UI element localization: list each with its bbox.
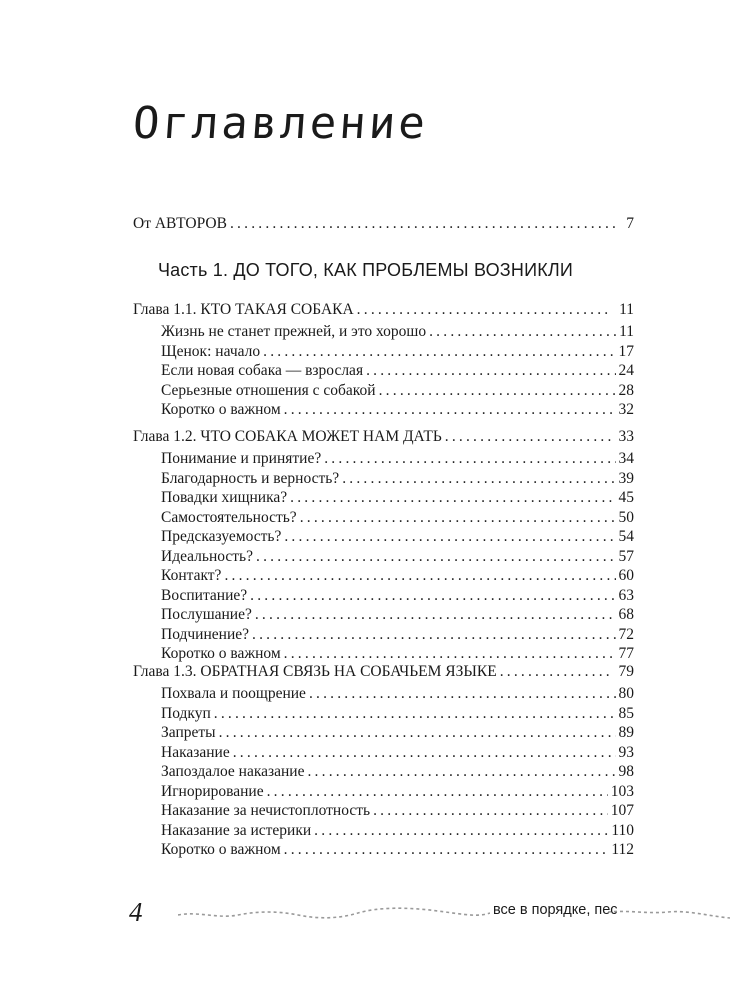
footer-wavy-dashed-line (178, 905, 490, 921)
toc-section[interactable] (161, 566, 634, 586)
toc-entry-label: Коротко о важном (161, 644, 281, 662)
toc-entry-label: Контакт? (161, 567, 222, 585)
toc-entry-label: Серьезные отношения с собакой (161, 381, 376, 399)
dot-leader (284, 644, 616, 664)
toc-section[interactable] (161, 684, 634, 704)
toc-entry-label: Самостоятельность? (161, 508, 297, 526)
dot-leader (342, 469, 615, 489)
toc-section[interactable] (161, 488, 634, 508)
dot-leader (252, 625, 616, 645)
dot-leader (219, 723, 616, 743)
toc-section[interactable] (161, 704, 634, 724)
toc-section[interactable] (161, 762, 634, 782)
toc-section[interactable] (161, 801, 634, 821)
dot-leader (284, 400, 616, 420)
toc-chapter-1[interactable] (133, 300, 634, 320)
toc-entry-label: Игнорирование (161, 782, 264, 800)
dot-leader (300, 508, 616, 528)
dot-leader (233, 743, 616, 763)
toc-entry-page: 72 (618, 625, 634, 643)
dot-leader (445, 427, 612, 447)
toc-entry-page: 77 (618, 644, 634, 662)
part-heading: Часть 1. ДО ТОГО, КАК ПРОБЛЕМЫ ВОЗНИКЛИ (157, 260, 574, 280)
toc-entry-page: 11 (619, 323, 634, 341)
toc-section[interactable] (161, 527, 634, 547)
toc-entry-label: Глава 1.3. ОБРАТНАЯ СВЯЗЬ НА СОБАЧЬЕМ ЯЗЫКЕ (133, 663, 497, 680)
toc-entry-label: Идеальность? (161, 547, 254, 565)
toc-entry-page: 45 (618, 489, 634, 507)
toc-entry-page: 110 (611, 821, 634, 839)
dot-leader (267, 782, 608, 802)
dot-leader (250, 586, 615, 606)
dot-leader (230, 214, 619, 234)
dot-leader (224, 566, 615, 586)
toc-section[interactable] (161, 400, 634, 420)
toc-entry-page: 85 (618, 704, 634, 722)
toc-section[interactable] (161, 625, 634, 645)
footer-page-number: 4 (129, 897, 143, 927)
toc-entry-label: Повадки хищника? (161, 489, 288, 507)
toc-section[interactable] (161, 469, 634, 489)
toc-entry-label: Наказание (161, 743, 230, 761)
dot-leader (256, 547, 615, 567)
toc-entry-label: Благодарность и верность? (161, 469, 340, 487)
toc-section[interactable] (161, 586, 634, 606)
toc-entry-page: 54 (618, 528, 634, 546)
toc-entry-label: Запоздалое наказание (161, 763, 305, 781)
toc-section[interactable] (161, 508, 634, 528)
toc-entry-label: Подкуп (161, 704, 211, 722)
toc-entry-page: 98 (618, 763, 634, 781)
toc-entry-page: 11 (619, 301, 634, 318)
dot-leader (307, 762, 615, 782)
toc-entry-page: 34 (618, 450, 634, 468)
dot-leader (357, 300, 612, 320)
toc-entry-label: Наказание за нечистоплотность (161, 802, 371, 820)
toc-section[interactable] (161, 381, 634, 401)
toc-section[interactable] (161, 644, 634, 664)
toc-chapter-2[interactable] (133, 427, 634, 447)
toc-entry-page: 57 (618, 547, 634, 565)
toc-section[interactable] (161, 723, 634, 743)
dot-leader (500, 662, 612, 682)
footer-book-title: все в порядке, пес (493, 902, 618, 918)
toc-entry-label: Запреты (161, 724, 216, 742)
toc-section[interactable] (161, 547, 634, 567)
toc-entry-label: Послушание? (161, 606, 252, 624)
toc-entry-page: 80 (618, 685, 634, 703)
toc-entry-label: Наказание за истерики (161, 821, 312, 839)
toc-entry-label: Похвала и поощрение (161, 685, 306, 703)
toc-entry-label: Глава 1.1. КТО ТАКАЯ СОБАКА (133, 301, 354, 318)
toc-entry-label: Коротко о важном (161, 401, 281, 419)
toc-entry-intro[interactable] (133, 214, 634, 234)
toc-section[interactable] (161, 342, 634, 362)
toc-entry-page: 60 (618, 567, 634, 585)
dot-leader (366, 361, 615, 381)
dot-leader (373, 801, 608, 821)
toc-entry-page: 107 (610, 802, 634, 820)
footer-wavy-dashed-line-right (608, 904, 730, 920)
toc-entry-page: 24 (618, 362, 634, 380)
toc-entry-page: 63 (618, 586, 634, 604)
dot-leader (429, 322, 616, 342)
toc-entry-page: 89 (618, 724, 634, 742)
toc-entry-label: Подчинение? (161, 625, 249, 643)
dot-leader (255, 605, 616, 625)
toc-section[interactable] (161, 782, 634, 802)
dot-leader (309, 684, 616, 704)
dot-leader (314, 821, 608, 841)
toc-section[interactable] (161, 361, 634, 381)
toc-entry-label: Жизнь не станет прежней, и это хорошо (161, 323, 427, 341)
toc-section[interactable] (161, 605, 634, 625)
dot-leader (263, 342, 615, 362)
toc-section[interactable] (161, 840, 634, 860)
toc-entry-label: Предсказуемость? (161, 528, 282, 546)
toc-section[interactable] (161, 322, 634, 342)
dot-leader (284, 840, 609, 860)
toc-entry-label: От АВТОРОВ (133, 215, 227, 232)
toc-section[interactable] (161, 821, 634, 841)
toc-chapter-3[interactable] (133, 662, 634, 682)
toc-entry-label: Щенок: начало (161, 342, 261, 360)
page-title: Оглавление (131, 98, 430, 149)
toc-entry-page: 7 (626, 215, 634, 232)
toc-entry-page: 50 (618, 508, 634, 526)
dot-leader (214, 704, 616, 724)
toc-entry-page: 28 (618, 381, 634, 399)
toc-entry-page: 33 (618, 428, 634, 445)
toc-entry-label: Глава 1.2. ЧТО СОБАКА МОЖЕТ НАМ ДАТЬ (133, 428, 442, 445)
toc-entry-page: 32 (618, 401, 634, 419)
toc-entry-page: 79 (618, 663, 634, 680)
toc-entry-page: 103 (610, 782, 634, 800)
dot-leader (324, 449, 615, 469)
toc-entry-label: Коротко о важном (161, 841, 281, 859)
toc-entry-label: Если новая собака — взрослая (161, 362, 364, 380)
toc-entry-page: 17 (618, 342, 634, 360)
toc-entry-page: 112 (611, 841, 634, 859)
dot-leader (379, 381, 616, 401)
dot-leader (284, 527, 615, 547)
toc-entry-page: 39 (618, 469, 634, 487)
toc-entry-page: 93 (618, 743, 634, 761)
toc-entry-page: 68 (618, 606, 634, 624)
toc-section[interactable] (161, 743, 634, 763)
toc-section[interactable] (161, 449, 634, 469)
toc-entry-label: Воспитание? (161, 586, 248, 604)
dot-leader (290, 488, 615, 508)
toc-entry-label: Понимание и принятие? (161, 450, 322, 468)
